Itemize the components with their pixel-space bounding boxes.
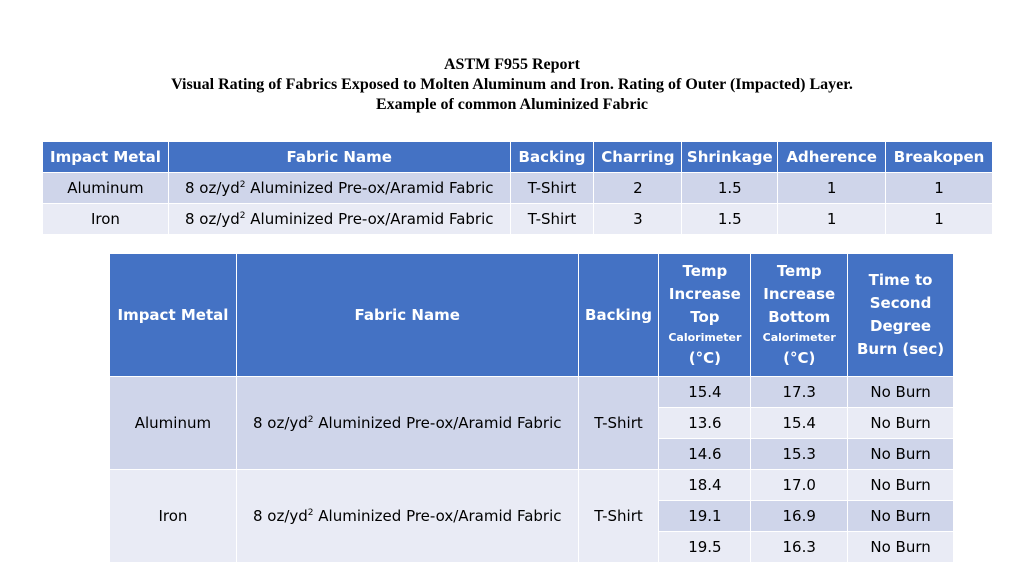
cell-temp-top: 19.5 — [659, 532, 751, 563]
cell-adherence: 1 — [778, 173, 886, 204]
title-line-3: Example of common Aluminized Fabric — [376, 96, 648, 113]
cell-temp-bottom: 16.3 — [751, 532, 848, 563]
header-impact-metal: Impact Metal — [110, 254, 237, 377]
visual-rating-table — [42, 141, 993, 235]
header-time-to-burn: Time to Second Degree Burn (sec) — [848, 254, 954, 377]
table-header-row — [43, 142, 993, 173]
table-row — [43, 204, 993, 235]
header-backing: Backing — [510, 142, 594, 173]
cell-temp-bottom: 17.0 — [751, 470, 848, 501]
cell-metal: Aluminum — [43, 173, 169, 204]
header-temp-top: Temp Increase Top Calorimeter (°C) — [659, 254, 751, 377]
cell-temp-top: 13.6 — [659, 408, 751, 439]
header-adherence: Adherence — [778, 142, 886, 173]
cell-burn-time: No Burn — [848, 470, 954, 501]
title-line-2: Visual Rating of Fabrics Exposed to Molten Aluminum and Iron. Rating of Outer (Impacted) Layer. — [171, 76, 853, 93]
cell-fabric: 8 $oz/yd^2$ Aluminized Pre-ox/Aramid Fabric — [236, 470, 578, 563]
cell-shrinkage: 1.5 — [682, 204, 778, 235]
cell-burn-time: No Burn — [848, 439, 954, 470]
cell-temp-bottom: 15.4 — [751, 408, 848, 439]
cell-breakopen: 1 — [886, 173, 993, 204]
cell-backing: T-Shirt — [510, 173, 594, 204]
cell-charring: 2 — [594, 173, 682, 204]
cell-breakopen: 1 — [886, 204, 993, 235]
cell-fabric: 8 $oz/yd^2$ Aluminized Pre-ox/Aramid Fabric — [168, 173, 510, 204]
cell-shrinkage: 1.5 — [682, 173, 778, 204]
table-row — [110, 377, 954, 408]
cell-temp-top: 14.6 — [659, 439, 751, 470]
cell-metal: Iron — [43, 204, 169, 235]
header-fabric-name: Fabric Name — [236, 254, 578, 377]
cell-fabric: 8 $oz/yd^2$ Aluminized Pre-ox/Aramid Fabric — [168, 204, 510, 235]
cell-burn-time: No Burn — [848, 408, 954, 439]
report-title — [0, 55, 1024, 115]
table-row — [43, 173, 993, 204]
cell-burn-time: No Burn — [848, 377, 954, 408]
header-shrinkage: Shrinkage — [682, 142, 778, 173]
header-temp-bottom: Temp Increase Bottom Calorimeter (°C) — [751, 254, 848, 377]
header-breakopen: Breakopen — [886, 142, 993, 173]
table-row — [110, 470, 954, 501]
header-impact-metal: Impact Metal — [43, 142, 169, 173]
cell-temp-top: 15.4 — [659, 377, 751, 408]
cell-burn-time: No Burn — [848, 532, 954, 563]
cell-burn-time: No Burn — [848, 501, 954, 532]
cell-temp-bottom: 16.9 — [751, 501, 848, 532]
cell-backing: T-Shirt — [578, 377, 659, 470]
cell-temp-top: 19.1 — [659, 501, 751, 532]
title-line-1: ASTM F955 Report — [444, 56, 580, 73]
cell-adherence: 1 — [778, 204, 886, 235]
header-charring: Charring — [594, 142, 682, 173]
cell-backing: T-Shirt — [510, 204, 594, 235]
header-backing: Backing — [578, 254, 659, 377]
cell-temp-bottom: 15.3 — [751, 439, 848, 470]
cell-fabric: 8 $oz/yd^2$ Aluminized Pre-ox/Aramid Fabric — [236, 377, 578, 470]
cell-metal: Iron — [110, 470, 237, 563]
temperature-table — [109, 253, 954, 563]
cell-temp-top: 18.4 — [659, 470, 751, 501]
cell-metal: Aluminum — [110, 377, 237, 470]
table-header-row — [110, 254, 954, 377]
cell-backing: T-Shirt — [578, 470, 659, 563]
cell-temp-bottom: 17.3 — [751, 377, 848, 408]
cell-charring: 3 — [594, 204, 682, 235]
header-fabric-name: Fabric Name — [168, 142, 510, 173]
